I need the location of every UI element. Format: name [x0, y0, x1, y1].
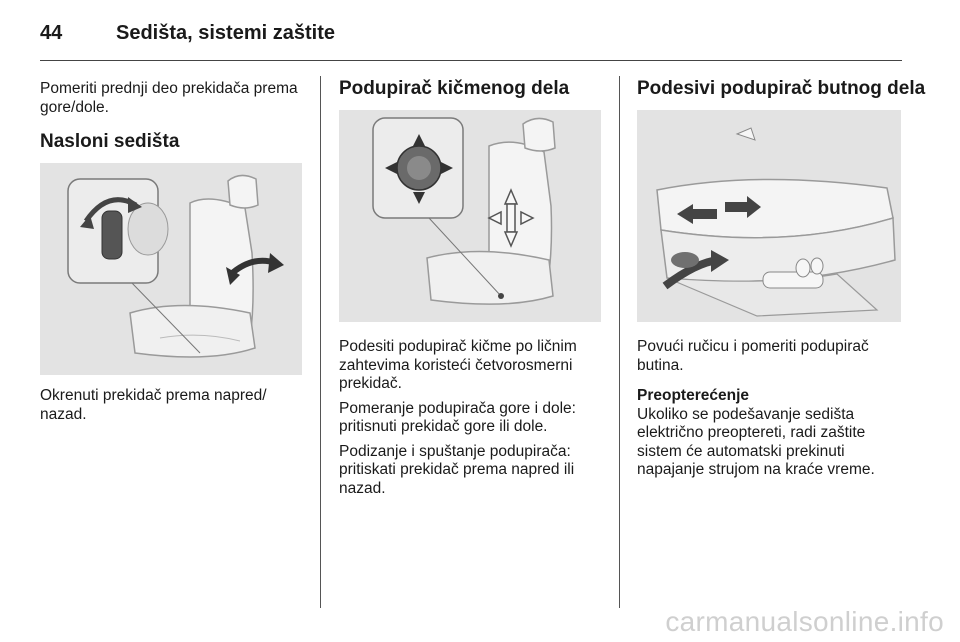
column-1 [40, 76, 304, 424]
page-number: 44 [40, 22, 63, 44]
column-2 [339, 76, 603, 498]
column-divider-2 [619, 76, 620, 608]
section-heading-thigh: Podesivi podupirač butnog dela [637, 78, 926, 99]
intro-text: Pomeriti prednji deo prekidača prema gore/dole. [40, 80, 298, 116]
watermark: carmanualsonline.info [665, 606, 944, 637]
page-header [40, 18, 900, 62]
lumbar-text-3: Podizanje i spuštanje podupirača: pritiskati prekidač prema napred ili nazad. [339, 442, 575, 497]
lumbar-text-1: Podesiti podupirač kičme po ličnim zahtevima koristeći četvorosmerni prekidač. [339, 338, 577, 392]
section-heading-backrest: Nasloni sedišta [40, 131, 180, 152]
column-divider-1 [320, 76, 321, 608]
lumbar-support-illustration [339, 110, 601, 322]
thigh-text-1: Povući ručicu i pomeriti podupirač butina. [637, 338, 869, 374]
page-title: Sedišta, sistemi zaštite [116, 22, 335, 44]
overload-label: Preopterećenje [637, 387, 749, 404]
header-divider [40, 60, 902, 61]
thigh-support-illustration [637, 110, 901, 322]
backrest-caption: Okrenuti prekidač prema napred/ nazad. [40, 387, 267, 423]
column-3 [637, 76, 926, 480]
overload-text: Ukoliko se podešavanje sedišta električno preoptereti, radi zaštite sistem će automatski prekinuti napajanje strujom na kraće vreme. [637, 405, 875, 478]
lumbar-text-2: Pomeranje podupirača gore i dole: pritisnuti prekidač gore ili dole. [339, 399, 576, 435]
seat-backrest-illustration [40, 163, 302, 375]
section-heading-lumbar: Podupirač kičmenog dela [339, 78, 570, 99]
